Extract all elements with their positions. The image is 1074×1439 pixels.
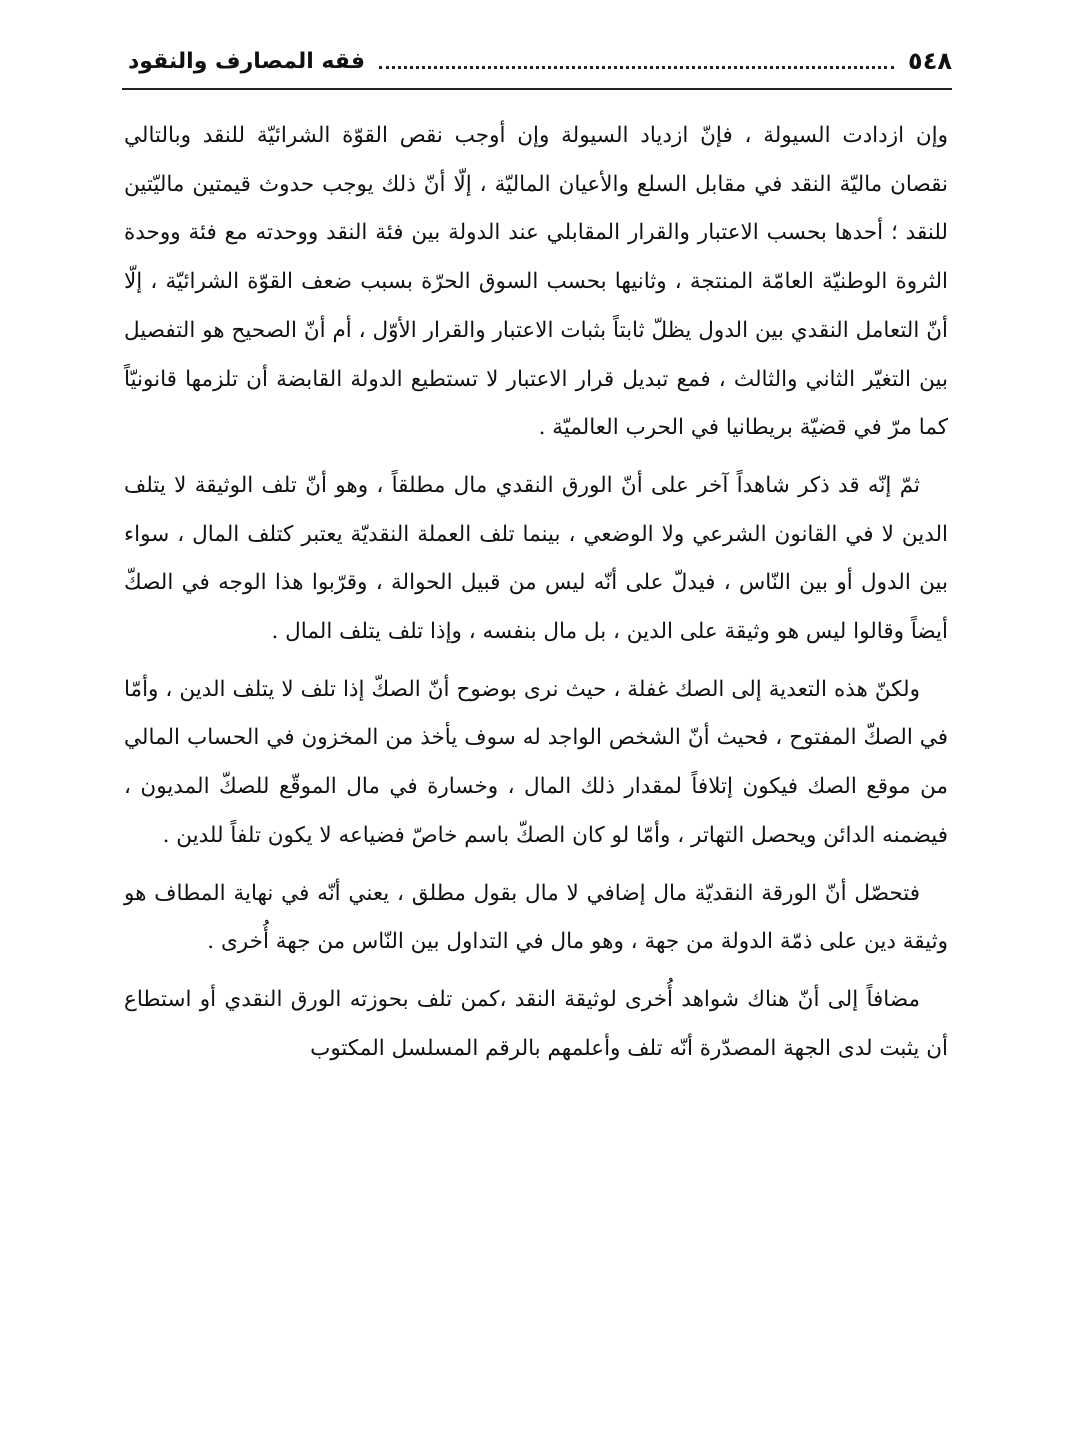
- paragraph-5: مضافاً إلى أنّ هناك شواهد أُخرى لوثيقة النقد ،كمن تلف بحوزته الورق النقدي أو استطاع أن يثبت لدى الجهة المصدّرة أنّه تلف وأعلمهم بالرقم المسلسل المكتوب: [124, 986, 948, 1061]
- page-number: ٥٤٨: [908, 47, 952, 75]
- header-divider: [122, 88, 952, 90]
- header-leader-dots: [379, 66, 894, 69]
- book-title: فقه المصارف والنقود: [128, 48, 365, 74]
- paragraph-4: فتحصّل أنّ الورقة النقديّة مال إضافي لا مال بقول مطلق ، يعني أنّه في نهاية المطاف هو وثيقة دين على ذمّة الدولة من جهة ، وهو مال في التداول بين النّاس من جهة أُخرى .: [124, 880, 948, 955]
- paragraph-3: ولكنّ هذه التعدية إلى الصك غفلة ، حيث نرى بوضوح أنّ الصكّ إذا تلف لا يتلف الدين ، وأمّا في الصكّ المفتوح ، فحيث أنّ الشخص الواجد له سوف يأخذ من المخزون في الحساب المالي من موقع الصك فيكون إتلافاً لمقدار ذلك المال ، وخسارة في مال الموقّع للصكّ المديون ، فيضمنه الدائن ويحصل التهاتر ، وأمّا لو كان الصكّ باسم خاصّ فضياعه لا يكون تلفاً للدين .: [124, 676, 948, 848]
- paragraph-1: وإن ازدادت السيولة ، فإنّ ازدياد السيولة وإن أوجب نقص القوّة الشرائيّة للنقد وبالتالي نقصان ماليّة النقد في مقابل السلع والأعيان الماليّة ، إلّا أنّ ذلك يوجب حدوث قيمتين ماليّتين للنقد ؛ أحدها بحسب الاعتبار والقرار المقابلي عند الدولة بين فئة النقد ووحدته مع فئة ووحدة الثروة الوطنيّة العامّة المنتجة ، وثانيها بحسب السوق الحرّة بسبب ضعف القوّة الشرائيّة ، إلّا أنّ التعامل النقدي بين الدول يظلّ ثابتاً بثبات الاعتبار والقرار الأوّل ، أم أنّ الصحيح هو التفصيل بين التغيّر الثاني والثالث ، فمع تبديل قرار الاعتبار لا تستطيع الدولة القابضة أن تلزمها قانونيّاً كما مرّ في قضيّة بريطانيا في الحرب العالميّة .: [124, 123, 948, 441]
- paragraph-2: ثمّ إنّه قد ذكر شاهداً آخر على أنّ الورق النقدي مال مطلقاً ، وهو أنّ تلف الوثيقة لا يتلف الدين لا في القانون الشرعي ولا الوضعي ، بينما تلف العملة النقديّة يعتبر كتلف المال ، سواء بين الدول أو بين النّاس ، فيدلّ على أنّه ليس من قبيل الحوالة ، وقرّبوا هذا الوجه في الصكّ أيضاً وقالوا ليس هو وثيقة على الدين ، بل مال بنفسه ، وإذا تلف يتلف المال .: [124, 472, 948, 645]
- page-body: [124, 112, 948, 1082]
- running-header: [128, 36, 952, 86]
